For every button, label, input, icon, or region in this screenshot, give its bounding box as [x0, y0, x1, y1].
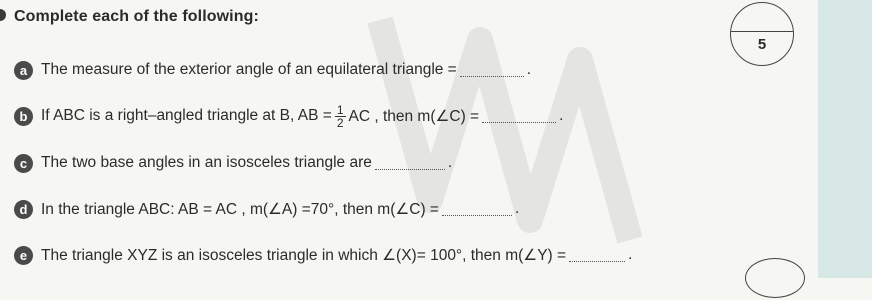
question-c: [14, 151, 452, 175]
question-end: .: [514, 200, 520, 217]
question-letter: a: [14, 61, 33, 80]
question-text: In the triangle ABC: AB = AC , m(∠A) =70°, then m(∠C) =: [41, 200, 439, 218]
header-bullet: [0, 9, 6, 21]
question-text: The measure of the exterior angle of an equilateral triangle =: [41, 61, 457, 78]
fraction-numerator: 1: [336, 102, 344, 117]
question-letter: b: [14, 107, 33, 126]
score-value: 5: [757, 36, 767, 53]
answer-blank[interactable]: [569, 249, 625, 262]
page-title: Complete each of the following:: [14, 8, 259, 25]
question-letter: d: [14, 200, 33, 219]
question-e: [14, 243, 632, 267]
question-end: .: [559, 107, 564, 124]
question-a: [14, 58, 531, 82]
question-text-continued: AC , then m(∠C) =: [348, 107, 480, 125]
question-text: The two base angles in an isosceles triangle are: [41, 154, 372, 171]
score-circle: [730, 2, 794, 66]
question-end: .: [447, 154, 453, 171]
question-end: .: [628, 246, 633, 263]
score-divider: [731, 31, 793, 32]
question-end: .: [526, 61, 532, 78]
question-text: The triangle XYZ is an isosceles triangle in which ∠(X)= 100°, then m(∠Y) =: [41, 246, 567, 264]
right-margin-strip: [818, 0, 872, 278]
answer-blank[interactable]: [442, 203, 512, 216]
fraction: [335, 104, 346, 129]
answer-blank[interactable]: [482, 110, 556, 123]
next-score-circle: [745, 258, 805, 298]
answer-blank[interactable]: [460, 64, 524, 77]
question-letter: e: [14, 246, 33, 265]
question-letter: c: [14, 154, 33, 173]
question-b: [14, 104, 563, 128]
question-text: If ABC is a right–angled triangle at B, AB =: [41, 107, 332, 124]
question-d: [14, 197, 519, 221]
fraction-denominator: 2: [336, 115, 344, 130]
answer-blank[interactable]: [375, 157, 445, 170]
